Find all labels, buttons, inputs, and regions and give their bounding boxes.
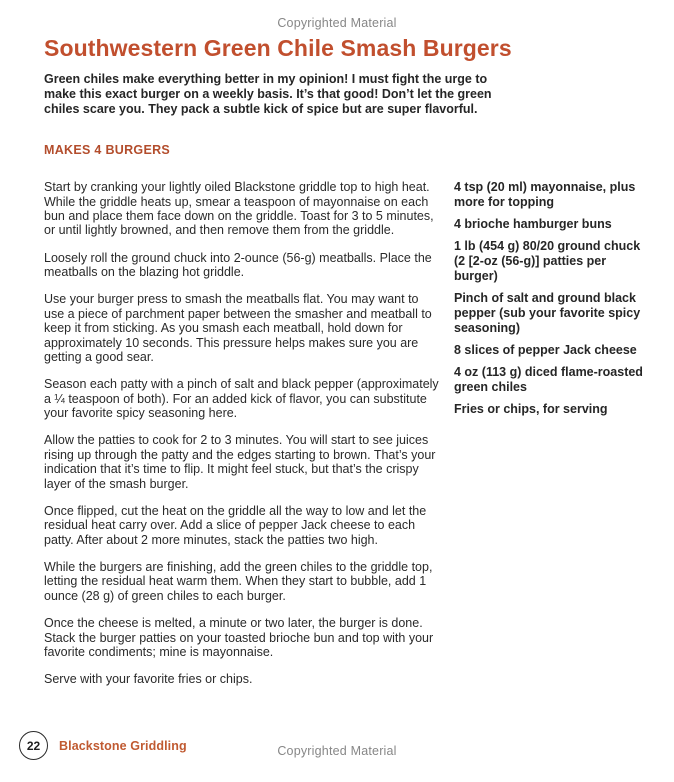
recipe-intro: Green chiles make everything better in my opinion! I must fight the urge to make this exact burger on a weekly basis. It’s that good! Don’t let the green chiles scare you. They pack a subtle kick of spice but are super flavorful. (44, 72, 492, 116)
instruction-paragraph: Season each patty with a pinch of salt and black pepper (approximately a ¼ teaspoon of both). For an added kick of flavor, you can substitute your favorite spicy seasoning here. (44, 377, 439, 421)
recipe-columns (44, 180, 644, 700)
instruction-paragraph: Serve with your favorite fries or chips. (44, 672, 253, 687)
book-title: Blackstone Griddling (59, 738, 187, 753)
ingredient-item: Pinch of salt and ground black pepper (sub your favorite spicy seasoning) (454, 291, 641, 336)
ingredient-item: 1 lb (454 g) 80/20 ground chuck (2 [2-oz (56-g)] patties per burger) (454, 239, 641, 284)
page-content (44, 36, 644, 700)
page-title: Southwestern Green Chile Smash Burgers (44, 35, 512, 61)
ingredient-item: 4 oz (113 g) diced flame-roasted green chiles (454, 365, 643, 395)
instruction-paragraph: Once the cheese is melted, a minute or two later, the burger is done. Stack the burger patties on your toasted brioche bun and top with your favorite condiments; mine is mayonnaise. (44, 616, 434, 659)
yield-label: MAKES 4 BURGERS (44, 143, 171, 158)
instruction-paragraph: Start by cranking your lightly oiled Blackstone griddle top to high heat. While the griddle heats up, smear a teaspoon of mayonnaise on each bun and place them face down on the griddle. Toast for 3 to 5 minutes, or until lightly browned, and then remove them from the griddle. (44, 180, 434, 238)
instruction-paragraph: Loosely roll the ground chuck into 2-ounce (56-g) meatballs. Place the meatballs on the blazing hot griddle. (44, 250, 432, 280)
instruction-paragraph: Once flipped, cut the heat on the griddle all the way to low and let the residual heat carry over. Add a slice of pepper Jack cheese to each patty. After about 2 more minutes, stack the patties two high. (44, 503, 427, 547)
instructions-column (44, 180, 442, 700)
instruction-paragraph: Use your burger press to smash the meatballs flat. You may want to use a piece of parchment paper between the smasher and meatball to keep it from sticking. As you smash each meatball, hold down for approximately 10 seconds. This pressure helps makes sure you are getting a good sear. (44, 292, 432, 364)
page-number-badge: 22 (19, 731, 48, 760)
ingredient-item: 4 brioche hamburger buns (454, 217, 612, 232)
instruction-paragraph: Allow the patties to cook for 2 to 3 minutes. You will start to see juices rising up through the patty and the edges starting to brown. That’s your indication that it’s time to flip. It might feel stuck, but that’s the crispy layer of the smash burger. (44, 433, 436, 491)
ingredient-item: Fries or chips, for serving (454, 402, 608, 417)
ingredient-item: 4 tsp (20 ml) mayonnaise, plus more for topping (454, 180, 636, 210)
instruction-paragraph: While the burgers are finishing, add the green chiles to the griddle top, letting the residual heat warm them. When they start to bubble, add 1 ounce (28 g) of green chiles to each burger. (44, 560, 433, 603)
copyright-notice-top: Copyrighted Material (277, 16, 397, 30)
copyright-notice-bottom: Copyrighted Material (277, 744, 397, 758)
ingredient-item: 8 slices of pepper Jack cheese (454, 343, 637, 358)
ingredients-column (454, 180, 644, 700)
